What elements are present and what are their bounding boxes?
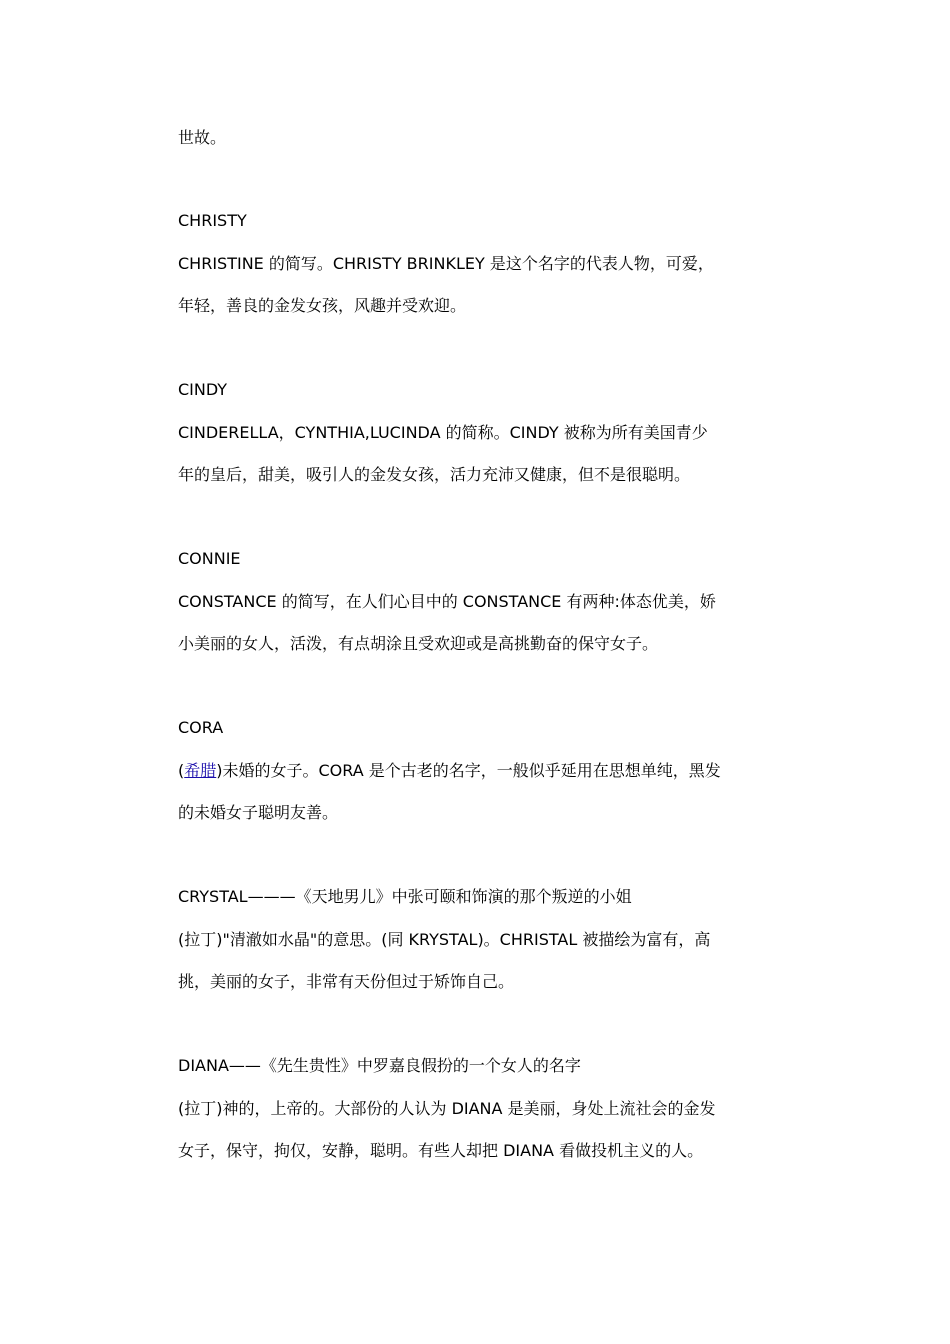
name-heading-connie: CONNIE [178,549,241,568]
text-line: 年的皇后，甜美，吸引人的金发女孩，活力充沛又健康，但不是很聪明。 [178,465,691,484]
text-line: CONSTANCE 的简写，在人们心目中的 CONSTANCE 有两种:体态优美，娇 [178,592,716,611]
name-heading-cindy: CINDY [178,380,228,399]
name-heading-cora: CORA [178,718,224,737]
name-heading-christy: CHRISTY [178,211,247,230]
text-line: CINDERELLA，CYNTHIA,LUCINDA 的简称。CINDY 被称为所有美国青少 [178,423,708,442]
name-heading-diana: DIANA——《先生贵性》中罗嘉良假扮的一个女人的名字 [178,1056,581,1075]
text-line: 女子，保守，拘仅，安静，聪明。有些人却把 DIANA 看做投机主义的人。 [178,1141,704,1160]
text-line: 世故。 [178,128,227,147]
text-line: 的未婚女子聪明友善。 [178,803,339,822]
text-line: 年轻，善良的金发女孩，风趣并受欢迎。 [178,296,467,315]
text-line: (拉丁)神的，上帝的。大部份的人认为 DIANA 是美丽，身处上流社会的金发 [178,1099,716,1118]
name-heading-crystal: CRYSTAL———《天地男儿》中张可颐和饰演的那个叛逆的小姐 [178,887,632,906]
text-line: CHRISTINE 的简写。CHRISTY BRINKLEY 是这个名字的代表人物，可爱， [178,254,714,273]
open-paren: ( [178,761,185,780]
text-line-cora [178,760,788,782]
text-line: 挑，美丽的女子，非常有天份但过于矫饰自己。 [178,972,515,991]
greek-link[interactable]: 希腊 [184,761,217,780]
text-line: (拉丁)"清澈如水晶"的意思。(同 KRYSTAL)。CHRISTAL 被描绘为富有，高 [178,930,711,949]
text-line: 小美丽的女人，活泼，有点胡涂且受欢迎或是高挑勤奋的保守女子。 [178,634,659,653]
cora-description: )未婚的女子。CORA 是个古老的名字，一般似乎延用在思想单纯，黑发 [216,761,721,780]
